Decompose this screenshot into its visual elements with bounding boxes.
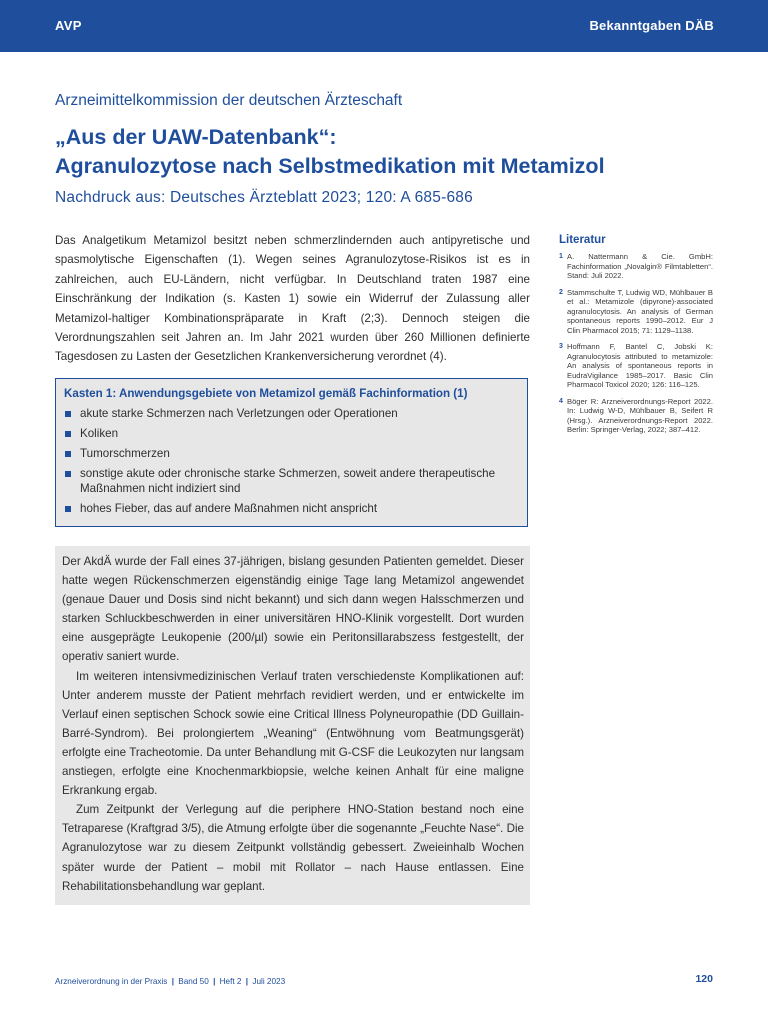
reference-text: Böger R: Arzneiverordnungs-Report 2022. In: Ludwig W-D, Mühlbauer B, Seifert R (Hrsg.). Arzneiverordnungs-Report 2022. Berlin: Springer-Verlag, 2022; 387–412.	[567, 396, 713, 434]
header-right-label: Bekanntgaben DÄB	[589, 18, 714, 33]
reference-text: Stammschulte T, Ludwig WD, Mühlbauer B et al.: Metamizole (dipyrone)-associated agranulocytosis. An analysis of German spontaneous reports 1990–2012. Eur J Clin Pharmacol 2015; 71: 1129–1138.	[567, 287, 713, 335]
reference-number: 1	[559, 253, 563, 260]
reference-list	[559, 252, 713, 442]
list-item	[64, 427, 522, 442]
header-bar	[0, 0, 768, 52]
case-paragraph: Im weiteren intensivmedizinischen Verlauf traten verschiedenste Komplikationen auf: Unter anderem musste der Patient mehrfach revidiert werden, und er entwickelte im Verlauf einen septischen Schock sowie eine Critical Illness Polyneuropathie (DD Guillain-Barré-Syndrom). Bei prolongiertem „Weaning“ (Entwöhnung vom Beatmungsgerät) erfolgte eine Tracheotomie. Da unter Behandlung mit G-CSF die Leukozyten nur langsam anstiegen, erfolgte eine Knochenmarkbiopsie, welche keinen Anhalt für eine maligne Erkrankung ergab.	[62, 669, 524, 798]
indications-list	[64, 407, 522, 522]
reference-item	[559, 252, 713, 281]
article-title	[55, 123, 605, 181]
square-bullet-icon	[65, 431, 71, 437]
list-item-text: sonstige akute oder chronische starke Schmerzen, soweit andere therapeutische Maßnahmen nicht indiziert sind	[80, 467, 496, 495]
article-subtitle: Nachdruck aus: Deutsches Ärzteblatt 2023; 120: A 685-686	[55, 189, 473, 206]
list-item-text: akute starke Schmerzen nach Verletzungen oder Operationen	[80, 407, 398, 420]
reference-text: A. Nattermann & Cie. GmbH: Fachinformation „Novalgin® Filmtabletten“. Stand: Juli 2022.	[567, 252, 713, 280]
case-paragraph: Der AkdÄ wurde der Fall eines 37-jährigen, bislang gesunden Patienten gemeldet. Dieser hatte wegen Rückenschmerzen eigenständig einige Tage lang Metamizol angewendet (genaue Dauer und Dosis sind nicht bekannt) und sich dann wegen Halsschmerzen und starken Schluckbeschwerden in einer universitären HNO-Klinik vorgestellt. Dort wurden eine ausgeprägte Leukopenie (200/µl) sowie ein Peritonsillarabszess festgestellt, der operativ saniert wurde.	[62, 555, 524, 664]
list-item	[64, 502, 522, 517]
intro-paragraph: Das Analgetikum Metamizol besitzt neben schmerzlindernden auch antipyretische und spasmolytische Eigenschaften (1). Wegen seines Agranulozytose-Risikos ist es in zahlreichen, auch EU-Ländern, nicht verfügbar. In Deutschland traten 1987 eine Einschränkung der Indikation (s. Kasten 1) sowie ein Widerruf der Zulassung aller Metamizol-haltiger Kombinationspräparate in Kraft (2;3). Dennoch steigen die Verordnungszahlen seit Jahren an. Im Jahr 2021 wurden über 260 Millionen definierte Tagesdosen zu Lasten der Gesetzlichen Krankenversicherung verordnet (4).	[55, 234, 530, 364]
article-title-line-2: Agranulozytose nach Selbstmedikation mit Metamizol	[55, 154, 605, 178]
footer-separator: |	[213, 977, 216, 986]
reference-number: 2	[559, 288, 563, 296]
literature-heading: Literatur	[559, 234, 606, 246]
list-item	[64, 407, 522, 422]
list-item	[64, 447, 522, 462]
footer-citation	[55, 977, 285, 986]
article-title-line-1: „Aus der UAW-Datenbank“:	[55, 125, 337, 149]
list-item	[64, 467, 522, 496]
case-report-box	[55, 546, 530, 905]
organization-line: Arzneimittelkommission der deutschen Ärzteschaft	[55, 92, 403, 109]
indications-box	[55, 378, 528, 527]
reference-text: Hoffmann F, Bantel C, Jobski K: Agranulocytosis attributed to metamizole: An analysis of spontaneous reports in EudraVigilance 1985–2017. Basic Clin Pharmacol Toxicol 2020; 126: 116–125.	[567, 342, 713, 389]
square-bullet-icon	[65, 471, 71, 477]
footer-separator: |	[171, 977, 174, 986]
reference-number: 3	[559, 343, 563, 350]
footer-separator: |	[245, 977, 249, 986]
indications-box-title: Kasten 1: Anwendungsgebiete von Metamizol gemäß Fachinformation (1)	[64, 387, 468, 400]
square-bullet-icon	[65, 411, 71, 417]
list-item-text: Tumorschmerzen	[80, 447, 170, 460]
footer-issue: Heft 2	[219, 977, 242, 986]
page-number: 120	[695, 973, 713, 985]
square-bullet-icon	[65, 506, 71, 512]
header-left-label: AVP	[55, 18, 82, 33]
footer-journal: Arzneiverordnung in der Praxis	[55, 977, 168, 986]
reference-number: 4	[559, 397, 563, 405]
case-paragraph: Zum Zeitpunkt der Verlegung auf die periphere HNO-Station bestand noch eine Tetraparese (Kraftgrad 3/5), die Atmung erfolgte über die sogenannte „Feuchte Nase“. Die Agranulozytose war zu diesem Zeitpunkt vollständig gebessert. Zweieinhalb Wochen später wurde der Patient – mobil mit Rollator – nach Hause entlassen. Eine Rehabilitationsbehandlung war geplant.	[62, 803, 524, 893]
reference-item	[559, 342, 713, 390]
footer-date: Juli 2023	[252, 977, 286, 986]
square-bullet-icon	[65, 451, 71, 457]
reference-item	[559, 288, 713, 336]
list-item-text: Koliken	[80, 427, 119, 440]
reference-item	[559, 397, 713, 435]
footer-volume: Band 50	[178, 977, 209, 986]
list-item-text: hohes Fieber, das auf andere Maßnahmen nicht anspricht	[80, 501, 378, 515]
case-report-text	[62, 552, 524, 896]
